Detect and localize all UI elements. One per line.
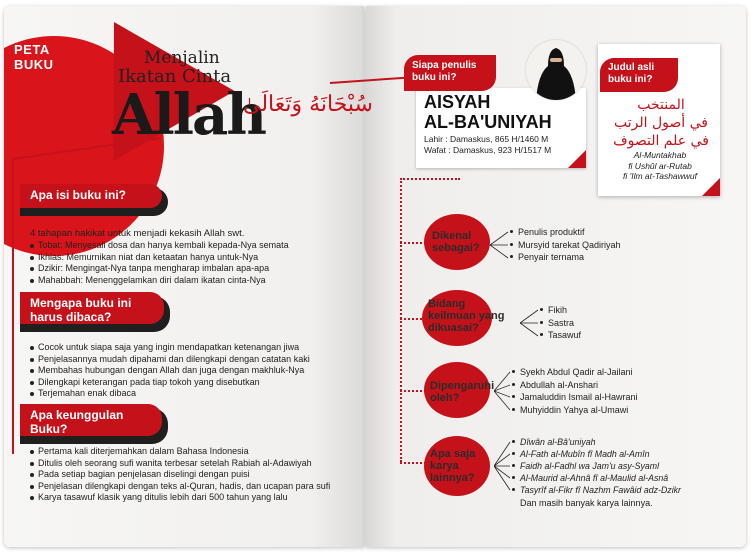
author-wafat: Wafat : Damaskus, 923 H/1517 M — [424, 145, 552, 155]
title-line-2: Ikatan Cinta — [118, 66, 232, 87]
mengapa-list — [30, 342, 310, 400]
judul-latin-line: fi 'Ilm at-Tashawwuf — [622, 171, 698, 181]
author-tag-line: Siapa penulis — [412, 60, 477, 71]
niqab-figure-icon — [526, 40, 586, 100]
bubble-dikenal-label — [432, 230, 480, 254]
bubble-label-line: karya — [430, 460, 459, 472]
list-item: Tasawuf — [540, 329, 581, 342]
list-item: Cocok untuk siapa saja yang ingin mendapatkan ketenangan jiwa — [30, 342, 310, 354]
judul-tag — [600, 58, 678, 92]
heading-line: Mengapa buku ini — [30, 296, 132, 310]
judul-arabic — [606, 96, 716, 150]
list-item: Tasyrîf al-Fikr fî Nazhm Fawâid adz-Dzikr — [512, 484, 681, 496]
list-item: Fikih — [540, 304, 581, 317]
author-lahir: Lahir : Damaskus, 865 H/1460 M — [424, 134, 549, 144]
bubble-label-line: Apa saja — [430, 448, 476, 460]
list-item: Dilengkapi keterangan pada tiap tokoh yang disebutkan — [30, 377, 310, 389]
bubble-label-line: Dikenal — [432, 230, 472, 242]
list-item: Membahas hubungan dengan Allah dan juga dengan makhluk-Nya — [30, 365, 310, 377]
author-name-line: AL-BA'UNIYAH — [424, 112, 552, 132]
author-info — [424, 134, 551, 156]
peta-label: PETA — [14, 42, 50, 57]
buku-label: BUKU — [14, 57, 54, 72]
branch-lines-icon — [490, 228, 510, 262]
dikenal-list — [510, 226, 621, 264]
heading-line: harus dibaca? — [30, 310, 112, 324]
bubble-label-line: Bidang — [428, 298, 466, 310]
karya-footer: Dan masih banyak karya lainnya. — [520, 498, 653, 508]
judul-tag-line: buku ini? — [608, 74, 653, 85]
list-item: Jamaluddin Ismail al-Hawrani — [512, 391, 638, 404]
list-item: Sastra — [540, 317, 581, 330]
bubble-label-line: dikuasai? — [428, 322, 479, 334]
judul-arabic-line: المنتخب — [637, 97, 685, 113]
list-item: Karya tasawuf klasik yang ditulis lebih dari 500 tahun yang lalu — [30, 492, 330, 504]
card-corner-decor — [568, 150, 586, 168]
list-item: Al-Maurid al-Ahnâ fî al-Maulid al-Asnâ — [512, 472, 681, 484]
list-item: Muhyiddin Yahya al-Umawi — [512, 404, 638, 417]
bubble-dipengaruhi-label — [430, 380, 494, 404]
heading-line: Apa keunggulan — [30, 408, 124, 422]
keunggulan-list — [30, 446, 330, 504]
heading-keunggulan-label — [20, 404, 162, 436]
list-item: Pertama kali diterjemahkan dalam Bahasa Indonesia — [30, 446, 330, 458]
heading-line: Buku? — [30, 422, 68, 436]
bubble-label-line: sebagai? — [432, 242, 480, 254]
author-name — [424, 92, 552, 132]
isi-list — [30, 240, 289, 286]
list-item: Penulis produktif — [510, 226, 621, 239]
judul-latin — [604, 150, 716, 182]
list-item: Penjelasannya mudah dipahami dan dilengkapi dengan catatan kaki — [30, 354, 310, 366]
branch-lines-icon — [520, 306, 540, 340]
author-avatar — [526, 40, 586, 100]
bubble-karya-label — [430, 448, 475, 484]
left-vertical-line — [12, 158, 14, 454]
list-item: Penjelasan dilengkapi dengan teks al-Quran, hadis, dan ucapan para sufi — [30, 481, 330, 493]
list-item: Faidh al-Fadhl wa Jam'u asy-Syaml — [512, 460, 681, 472]
heading-isi-label: Apa isi buku ini? — [20, 184, 162, 208]
list-item: Dîwân al-Bâ'uniyah — [512, 436, 681, 448]
list-item: Syekh Abdul Qadir al-Jailani — [512, 366, 638, 379]
dipengaruhi-list — [512, 366, 638, 416]
tree-dotted-vertical — [400, 178, 402, 462]
branch-lines-icon — [494, 368, 512, 414]
list-item: Al-Fath al-Mubîn fî Madh al-Amîn — [512, 448, 681, 460]
arabic-calligraphy: سُبْحَانَهُ وَتَعَالَىٰ — [243, 92, 373, 117]
tree-dotted-top — [400, 178, 460, 180]
author-tag-line: buku ini? — [412, 72, 457, 83]
judul-latin-line: fi Ushûl ar-Rutab — [628, 160, 692, 171]
title-line-1: Menjalin — [144, 48, 220, 68]
list-item: Ikhlas: Memurnikan niat dan ketaatan hanya untuk-Nya — [30, 252, 289, 264]
judul-arabic-line: في علم التصوف — [613, 133, 709, 149]
list-item: Terjemahan enak dibaca — [30, 388, 310, 400]
bubble-label-line: Dipengaruhi — [430, 380, 495, 392]
bubble-label-line: oleh? — [430, 392, 460, 404]
judul-arabic-line: في أصول الرتب — [614, 115, 708, 131]
list-item: Mahabbah: Menenggelamkan diri dalam ikatan cinta-Nya — [30, 275, 289, 287]
peta-buku-label — [14, 42, 54, 72]
author-name-line: AISYAH — [424, 92, 491, 112]
bubble-label-line: lainnya? — [430, 472, 475, 484]
list-item: Tobat: Menyesali dosa dan hanya kembali kepada-Nya semata — [30, 240, 289, 252]
list-item: Abdullah al-Anshari — [512, 379, 638, 392]
author-tag — [404, 55, 496, 91]
karya-list — [512, 436, 681, 496]
bubble-label-line: keilmuan yang — [428, 310, 505, 322]
list-item: Pada setiap bagian penjelasan diselingi dengan puisi — [30, 469, 330, 481]
heading-mengapa-label — [20, 292, 164, 324]
title-main: Allah — [112, 82, 265, 148]
bidang-list — [540, 304, 581, 342]
list-item: Dzikir: Mengingat-Nya tanpa mengharap imbalan apa-apa — [30, 263, 289, 275]
judul-tag-line: Judul asli — [608, 62, 655, 73]
list-item: Penyair ternama — [510, 251, 621, 264]
list-item: Ditulis oleh seorang sufi wanita terbesar setelah Rabiah al-Adawiyah — [30, 458, 330, 470]
branch-lines-icon — [494, 438, 512, 494]
judul-latin-line: Al-Muntakhab — [633, 150, 687, 160]
list-item: Mursyid tarekat Qadiriyah — [510, 239, 621, 252]
bubble-bidang-label — [428, 298, 504, 334]
isi-intro: 4 tahapan hakikat untuk menjadi kekasih Allah swt. — [30, 228, 245, 239]
